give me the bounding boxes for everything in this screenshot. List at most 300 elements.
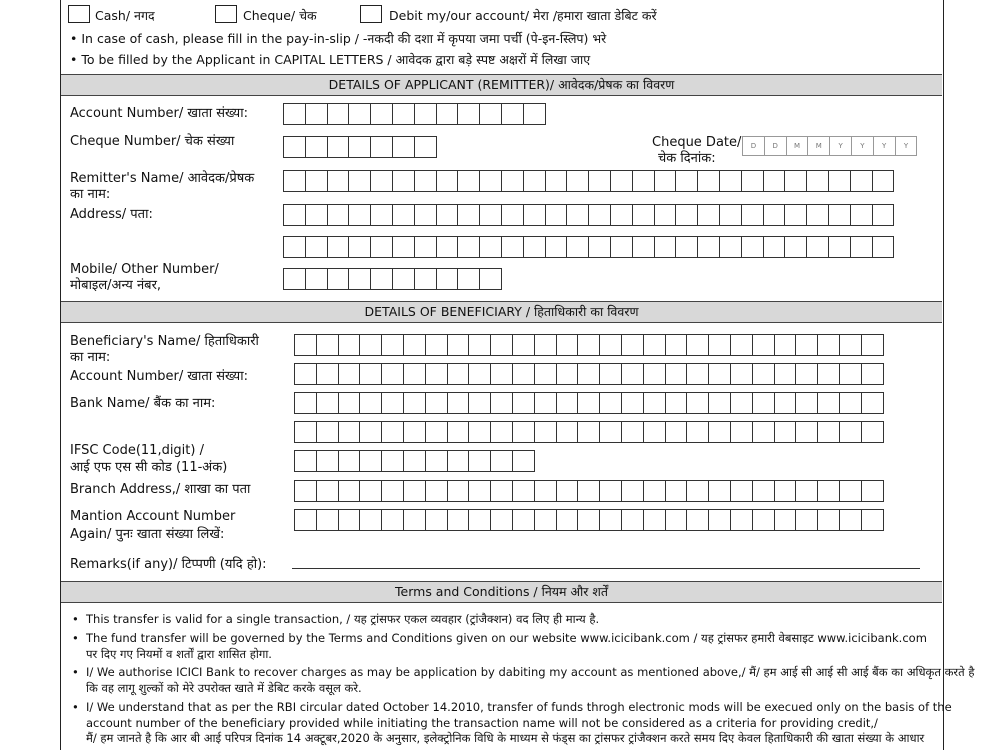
- char-box[interactable]: [686, 392, 709, 414]
- char-box[interactable]: [774, 509, 797, 531]
- char-box[interactable]: [316, 450, 339, 472]
- char-box[interactable]: [414, 136, 437, 158]
- char-box[interactable]: [490, 509, 513, 531]
- char-box[interactable]: [414, 103, 437, 125]
- char-box[interactable]: [566, 236, 589, 258]
- char-box[interactable]: [283, 268, 306, 290]
- char-box[interactable]: [708, 334, 731, 356]
- date-char-box[interactable]: Y: [873, 136, 896, 156]
- char-box[interactable]: [784, 204, 807, 226]
- char-box[interactable]: [828, 204, 851, 226]
- char-box[interactable]: [490, 421, 513, 443]
- char-box[interactable]: [316, 421, 339, 443]
- char-box[interactable]: [588, 236, 611, 258]
- char-box[interactable]: [621, 509, 644, 531]
- char-box[interactable]: [436, 236, 459, 258]
- char-box[interactable]: [512, 392, 535, 414]
- char-box[interactable]: [381, 450, 404, 472]
- char-box[interactable]: [403, 450, 426, 472]
- char-box[interactable]: [338, 334, 361, 356]
- char-box[interactable]: [784, 236, 807, 258]
- char-box[interactable]: [294, 334, 317, 356]
- char-box[interactable]: [457, 170, 480, 192]
- char-box[interactable]: [686, 363, 709, 385]
- char-box[interactable]: [817, 480, 840, 502]
- char-box[interactable]: [327, 236, 350, 258]
- char-box[interactable]: [392, 170, 415, 192]
- char-box[interactable]: [817, 363, 840, 385]
- char-box[interactable]: [392, 236, 415, 258]
- char-box[interactable]: [283, 236, 306, 258]
- char-box[interactable]: [523, 236, 546, 258]
- char-box[interactable]: [741, 236, 764, 258]
- date-char-box[interactable]: Y: [895, 136, 918, 156]
- char-box[interactable]: [599, 509, 622, 531]
- char-box[interactable]: [708, 392, 731, 414]
- address-boxes-line-1[interactable]: [283, 204, 893, 226]
- char-box[interactable]: [316, 392, 339, 414]
- char-box[interactable]: [621, 480, 644, 502]
- char-box[interactable]: [305, 170, 328, 192]
- char-box[interactable]: [632, 170, 655, 192]
- char-box[interactable]: [425, 480, 448, 502]
- char-box[interactable]: [490, 450, 513, 472]
- char-box[interactable]: [294, 509, 317, 531]
- char-box[interactable]: [795, 392, 818, 414]
- char-box[interactable]: [774, 392, 797, 414]
- char-box[interactable]: [501, 170, 524, 192]
- char-box[interactable]: [534, 421, 557, 443]
- char-box[interactable]: [752, 392, 775, 414]
- char-box[interactable]: [708, 421, 731, 443]
- char-box[interactable]: [599, 421, 622, 443]
- char-box[interactable]: [359, 421, 382, 443]
- char-box[interactable]: [381, 509, 404, 531]
- ifsc-boxes[interactable]: [294, 450, 534, 472]
- mobile-boxes[interactable]: [283, 268, 501, 290]
- char-box[interactable]: [283, 103, 306, 125]
- cheque-checkbox[interactable]: [215, 5, 237, 23]
- char-box[interactable]: [370, 170, 393, 192]
- char-box[interactable]: [348, 268, 371, 290]
- char-box[interactable]: [348, 170, 371, 192]
- char-box[interactable]: [545, 204, 568, 226]
- cheque-date-boxes[interactable]: [742, 136, 916, 156]
- char-box[interactable]: [447, 363, 470, 385]
- char-box[interactable]: [654, 170, 677, 192]
- char-box[interactable]: [447, 450, 470, 472]
- char-box[interactable]: [359, 392, 382, 414]
- char-box[interactable]: [795, 421, 818, 443]
- char-box[interactable]: [403, 509, 426, 531]
- char-box[interactable]: [316, 480, 339, 502]
- char-box[interactable]: [817, 392, 840, 414]
- char-box[interactable]: [806, 236, 829, 258]
- char-box[interactable]: [359, 363, 382, 385]
- char-box[interactable]: [447, 421, 470, 443]
- char-box[interactable]: [359, 480, 382, 502]
- char-box[interactable]: [370, 204, 393, 226]
- char-box[interactable]: [643, 421, 666, 443]
- char-box[interactable]: [675, 170, 698, 192]
- char-box[interactable]: [359, 334, 382, 356]
- char-box[interactable]: [872, 170, 895, 192]
- char-box[interactable]: [294, 392, 317, 414]
- char-box[interactable]: [556, 363, 579, 385]
- char-box[interactable]: [457, 268, 480, 290]
- char-box[interactable]: [556, 421, 579, 443]
- char-box[interactable]: [752, 363, 775, 385]
- char-box[interactable]: [501, 236, 524, 258]
- char-box[interactable]: [719, 170, 742, 192]
- char-box[interactable]: [610, 236, 633, 258]
- char-box[interactable]: [654, 204, 677, 226]
- char-box[interactable]: [599, 334, 622, 356]
- char-box[interactable]: [741, 204, 764, 226]
- char-box[interactable]: [730, 421, 753, 443]
- char-box[interactable]: [447, 509, 470, 531]
- char-box[interactable]: [839, 363, 862, 385]
- char-box[interactable]: [479, 103, 502, 125]
- char-box[interactable]: [643, 509, 666, 531]
- bank-name-boxes-line-2[interactable]: [294, 421, 883, 443]
- char-box[interactable]: [861, 480, 884, 502]
- char-box[interactable]: [512, 450, 535, 472]
- cash-checkbox[interactable]: [68, 5, 90, 23]
- char-box[interactable]: [577, 509, 600, 531]
- char-box[interactable]: [686, 421, 709, 443]
- char-box[interactable]: [534, 334, 557, 356]
- char-box[interactable]: [697, 204, 720, 226]
- char-box[interactable]: [305, 268, 328, 290]
- char-box[interactable]: [381, 363, 404, 385]
- char-box[interactable]: [447, 334, 470, 356]
- char-box[interactable]: [512, 421, 535, 443]
- char-box[interactable]: [643, 480, 666, 502]
- char-box[interactable]: [839, 334, 862, 356]
- char-box[interactable]: [447, 392, 470, 414]
- char-box[interactable]: [665, 392, 688, 414]
- char-box[interactable]: [872, 204, 895, 226]
- char-box[interactable]: [447, 480, 470, 502]
- char-box[interactable]: [795, 480, 818, 502]
- char-box[interactable]: [403, 480, 426, 502]
- char-box[interactable]: [861, 421, 884, 443]
- char-box[interactable]: [774, 480, 797, 502]
- char-box[interactable]: [752, 334, 775, 356]
- char-box[interactable]: [621, 363, 644, 385]
- char-box[interactable]: [708, 480, 731, 502]
- char-box[interactable]: [316, 334, 339, 356]
- char-box[interactable]: [675, 204, 698, 226]
- char-box[interactable]: [665, 334, 688, 356]
- char-box[interactable]: [283, 204, 306, 226]
- char-box[interactable]: [457, 236, 480, 258]
- char-box[interactable]: [392, 136, 415, 158]
- char-box[interactable]: [730, 480, 753, 502]
- char-box[interactable]: [763, 236, 786, 258]
- char-box[interactable]: [730, 392, 753, 414]
- char-box[interactable]: [468, 450, 491, 472]
- date-char-box[interactable]: M: [807, 136, 830, 156]
- char-box[interactable]: [338, 363, 361, 385]
- char-box[interactable]: [436, 204, 459, 226]
- char-box[interactable]: [490, 363, 513, 385]
- date-char-box[interactable]: Y: [829, 136, 852, 156]
- char-box[interactable]: [730, 363, 753, 385]
- char-box[interactable]: [338, 480, 361, 502]
- char-box[interactable]: [425, 450, 448, 472]
- char-box[interactable]: [828, 170, 851, 192]
- char-box[interactable]: [468, 334, 491, 356]
- char-box[interactable]: [577, 480, 600, 502]
- char-box[interactable]: [381, 392, 404, 414]
- char-box[interactable]: [305, 204, 328, 226]
- char-box[interactable]: [774, 421, 797, 443]
- char-box[interactable]: [697, 236, 720, 258]
- bank-name-boxes-line-1[interactable]: [294, 392, 883, 414]
- char-box[interactable]: [599, 363, 622, 385]
- char-box[interactable]: [490, 392, 513, 414]
- char-box[interactable]: [327, 103, 350, 125]
- char-box[interactable]: [534, 392, 557, 414]
- char-box[interactable]: [730, 334, 753, 356]
- char-box[interactable]: [621, 334, 644, 356]
- char-box[interactable]: [752, 509, 775, 531]
- char-box[interactable]: [392, 268, 415, 290]
- char-box[interactable]: [752, 480, 775, 502]
- char-box[interactable]: [490, 334, 513, 356]
- char-box[interactable]: [370, 268, 393, 290]
- char-box[interactable]: [839, 509, 862, 531]
- char-box[interactable]: [861, 363, 884, 385]
- char-box[interactable]: [839, 421, 862, 443]
- char-box[interactable]: [752, 421, 775, 443]
- char-box[interactable]: [545, 236, 568, 258]
- char-box[interactable]: [545, 170, 568, 192]
- char-box[interactable]: [512, 334, 535, 356]
- char-box[interactable]: [577, 392, 600, 414]
- char-box[interactable]: [359, 509, 382, 531]
- char-box[interactable]: [414, 268, 437, 290]
- char-box[interactable]: [294, 450, 317, 472]
- char-box[interactable]: [403, 334, 426, 356]
- mention-account-boxes[interactable]: [294, 509, 883, 531]
- char-box[interactable]: [294, 421, 317, 443]
- char-box[interactable]: [784, 170, 807, 192]
- char-box[interactable]: [850, 236, 873, 258]
- char-box[interactable]: [414, 204, 437, 226]
- char-box[interactable]: [665, 363, 688, 385]
- char-box[interactable]: [316, 363, 339, 385]
- char-box[interactable]: [621, 421, 644, 443]
- cheque-number-boxes[interactable]: [283, 136, 436, 158]
- char-box[interactable]: [654, 236, 677, 258]
- debit-account-checkbox[interactable]: [360, 5, 382, 23]
- char-box[interactable]: [610, 204, 633, 226]
- address-boxes-line-2[interactable]: [283, 236, 893, 258]
- char-box[interactable]: [556, 480, 579, 502]
- char-box[interactable]: [588, 170, 611, 192]
- char-box[interactable]: [348, 103, 371, 125]
- char-box[interactable]: [632, 236, 655, 258]
- char-box[interactable]: [512, 509, 535, 531]
- char-box[interactable]: [566, 204, 589, 226]
- char-box[interactable]: [283, 136, 306, 158]
- char-box[interactable]: [665, 509, 688, 531]
- beneficiary-account-boxes[interactable]: [294, 363, 883, 385]
- char-box[interactable]: [643, 363, 666, 385]
- char-box[interactable]: [861, 392, 884, 414]
- char-box[interactable]: [490, 480, 513, 502]
- char-box[interactable]: [425, 363, 448, 385]
- char-box[interactable]: [719, 236, 742, 258]
- char-box[interactable]: [338, 509, 361, 531]
- char-box[interactable]: [806, 204, 829, 226]
- date-char-box[interactable]: M: [786, 136, 809, 156]
- char-box[interactable]: [763, 204, 786, 226]
- branch-address-boxes[interactable]: [294, 480, 883, 502]
- char-box[interactable]: [370, 236, 393, 258]
- char-box[interactable]: [327, 204, 350, 226]
- char-box[interactable]: [708, 363, 731, 385]
- char-box[interactable]: [708, 509, 731, 531]
- char-box[interactable]: [457, 204, 480, 226]
- char-box[interactable]: [294, 363, 317, 385]
- char-box[interactable]: [534, 363, 557, 385]
- char-box[interactable]: [348, 136, 371, 158]
- char-box[interactable]: [436, 103, 459, 125]
- char-box[interactable]: [479, 170, 502, 192]
- char-box[interactable]: [436, 170, 459, 192]
- char-box[interactable]: [479, 236, 502, 258]
- char-box[interactable]: [850, 204, 873, 226]
- char-box[interactable]: [348, 236, 371, 258]
- char-box[interactable]: [534, 480, 557, 502]
- char-box[interactable]: [665, 421, 688, 443]
- char-box[interactable]: [479, 268, 502, 290]
- char-box[interactable]: [381, 334, 404, 356]
- char-box[interactable]: [305, 236, 328, 258]
- char-box[interactable]: [556, 392, 579, 414]
- char-box[interactable]: [436, 268, 459, 290]
- char-box[interactable]: [675, 236, 698, 258]
- char-box[interactable]: [839, 480, 862, 502]
- beneficiary-name-boxes[interactable]: [294, 334, 883, 356]
- char-box[interactable]: [577, 421, 600, 443]
- remarks-line[interactable]: [292, 568, 920, 569]
- char-box[interactable]: [872, 236, 895, 258]
- char-box[interactable]: [686, 509, 709, 531]
- char-box[interactable]: [763, 170, 786, 192]
- char-box[interactable]: [370, 136, 393, 158]
- char-box[interactable]: [621, 392, 644, 414]
- char-box[interactable]: [632, 204, 655, 226]
- char-box[interactable]: [403, 363, 426, 385]
- char-box[interactable]: [806, 170, 829, 192]
- char-box[interactable]: [817, 509, 840, 531]
- char-box[interactable]: [479, 204, 502, 226]
- char-box[interactable]: [392, 204, 415, 226]
- char-box[interactable]: [686, 334, 709, 356]
- char-box[interactable]: [403, 421, 426, 443]
- char-box[interactable]: [817, 421, 840, 443]
- char-box[interactable]: [381, 480, 404, 502]
- date-char-box[interactable]: Y: [851, 136, 874, 156]
- char-box[interactable]: [665, 480, 688, 502]
- char-box[interactable]: [425, 509, 448, 531]
- char-box[interactable]: [294, 480, 317, 502]
- char-box[interactable]: [556, 509, 579, 531]
- char-box[interactable]: [512, 363, 535, 385]
- char-box[interactable]: [730, 509, 753, 531]
- char-box[interactable]: [327, 136, 350, 158]
- char-box[interactable]: [556, 334, 579, 356]
- char-box[interactable]: [850, 170, 873, 192]
- char-box[interactable]: [795, 509, 818, 531]
- char-box[interactable]: [774, 334, 797, 356]
- char-box[interactable]: [392, 103, 415, 125]
- char-box[interactable]: [599, 392, 622, 414]
- char-box[interactable]: [795, 363, 818, 385]
- char-box[interactable]: [457, 103, 480, 125]
- char-box[interactable]: [741, 170, 764, 192]
- char-box[interactable]: [283, 170, 306, 192]
- char-box[interactable]: [599, 480, 622, 502]
- char-box[interactable]: [305, 103, 328, 125]
- char-box[interactable]: [359, 450, 382, 472]
- char-box[interactable]: [697, 170, 720, 192]
- char-box[interactable]: [795, 334, 818, 356]
- char-box[interactable]: [468, 480, 491, 502]
- remitter-name-boxes[interactable]: [283, 170, 893, 192]
- char-box[interactable]: [610, 170, 633, 192]
- char-box[interactable]: [370, 103, 393, 125]
- char-box[interactable]: [425, 392, 448, 414]
- char-box[interactable]: [686, 480, 709, 502]
- char-box[interactable]: [468, 363, 491, 385]
- char-box[interactable]: [501, 204, 524, 226]
- char-box[interactable]: [534, 509, 557, 531]
- char-box[interactable]: [817, 334, 840, 356]
- char-box[interactable]: [468, 509, 491, 531]
- char-box[interactable]: [719, 204, 742, 226]
- char-box[interactable]: [523, 103, 546, 125]
- char-box[interactable]: [577, 334, 600, 356]
- char-box[interactable]: [588, 204, 611, 226]
- char-box[interactable]: [425, 421, 448, 443]
- char-box[interactable]: [861, 509, 884, 531]
- char-box[interactable]: [501, 103, 524, 125]
- date-char-box[interactable]: D: [764, 136, 787, 156]
- applicant-account-boxes[interactable]: [283, 103, 545, 125]
- char-box[interactable]: [327, 268, 350, 290]
- char-box[interactable]: [512, 480, 535, 502]
- char-box[interactable]: [468, 421, 491, 443]
- char-box[interactable]: [348, 204, 371, 226]
- char-box[interactable]: [774, 363, 797, 385]
- char-box[interactable]: [861, 334, 884, 356]
- char-box[interactable]: [414, 236, 437, 258]
- char-box[interactable]: [403, 392, 426, 414]
- char-box[interactable]: [305, 136, 328, 158]
- char-box[interactable]: [338, 421, 361, 443]
- char-box[interactable]: [327, 170, 350, 192]
- char-box[interactable]: [468, 392, 491, 414]
- char-box[interactable]: [566, 170, 589, 192]
- char-box[interactable]: [523, 204, 546, 226]
- char-box[interactable]: [643, 334, 666, 356]
